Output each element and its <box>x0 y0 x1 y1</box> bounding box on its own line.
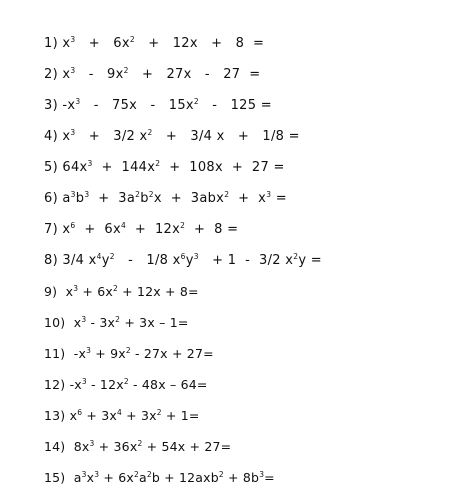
problem-10: 10) $x^3 - 3x^2 + 3x - 1=$ <box>44 315 189 330</box>
problem-14: 14) $8x^3 + 36x^2 + 54x + 27=$ <box>44 439 232 454</box>
problem-15: 15) $a^3x^3 + 6x^2a^2b + 12axb^2 + 8b^3=$ <box>44 470 275 485</box>
problem-13: 13) $x^6 + 3x^4 + 3x^2 + 1=$ <box>44 408 200 423</box>
problem-12: 12) $-x^3 - 12x^2 - 48x - 64=$ <box>44 377 208 392</box>
problem-11: 11) $-x^3 + 9x^2 - 27x + 27=$ <box>44 346 214 361</box>
problem-2: 2) $x^3 - 9x^2 + 27x - 27$ = <box>44 66 261 82</box>
problem-4: 4) $x^3 + 3/2$ $x^2 + 3/4$ x + 1/8 = <box>44 128 300 144</box>
problem-1: 1) $x^3 + 6x^2 + 12x + 8$ = <box>44 35 265 51</box>
problem-6: 6) $a^3b^3 + 3a^2b^2x + 3abx^2 + x^3$ = <box>44 190 287 206</box>
problem-7: 7) $x^6 + 6x^4 + 12x^2 + 8$ = <box>44 221 239 237</box>
problem-5: 5) $64x^3 + 144x^2 + 108x + 27$ = <box>44 159 285 175</box>
problem-8: 8) 3/4 $x^4y^2 - 1/8$ $x^6y^3 + 1 - 3/2$ $x^2y$ = <box>44 252 322 268</box>
problem-3: 3) $-x^3 - 75x - 15x^2 - 125$ = <box>44 97 272 113</box>
problem-9: 9) $x^3 + 6x^2 + 12x + 8=$ <box>44 284 199 299</box>
